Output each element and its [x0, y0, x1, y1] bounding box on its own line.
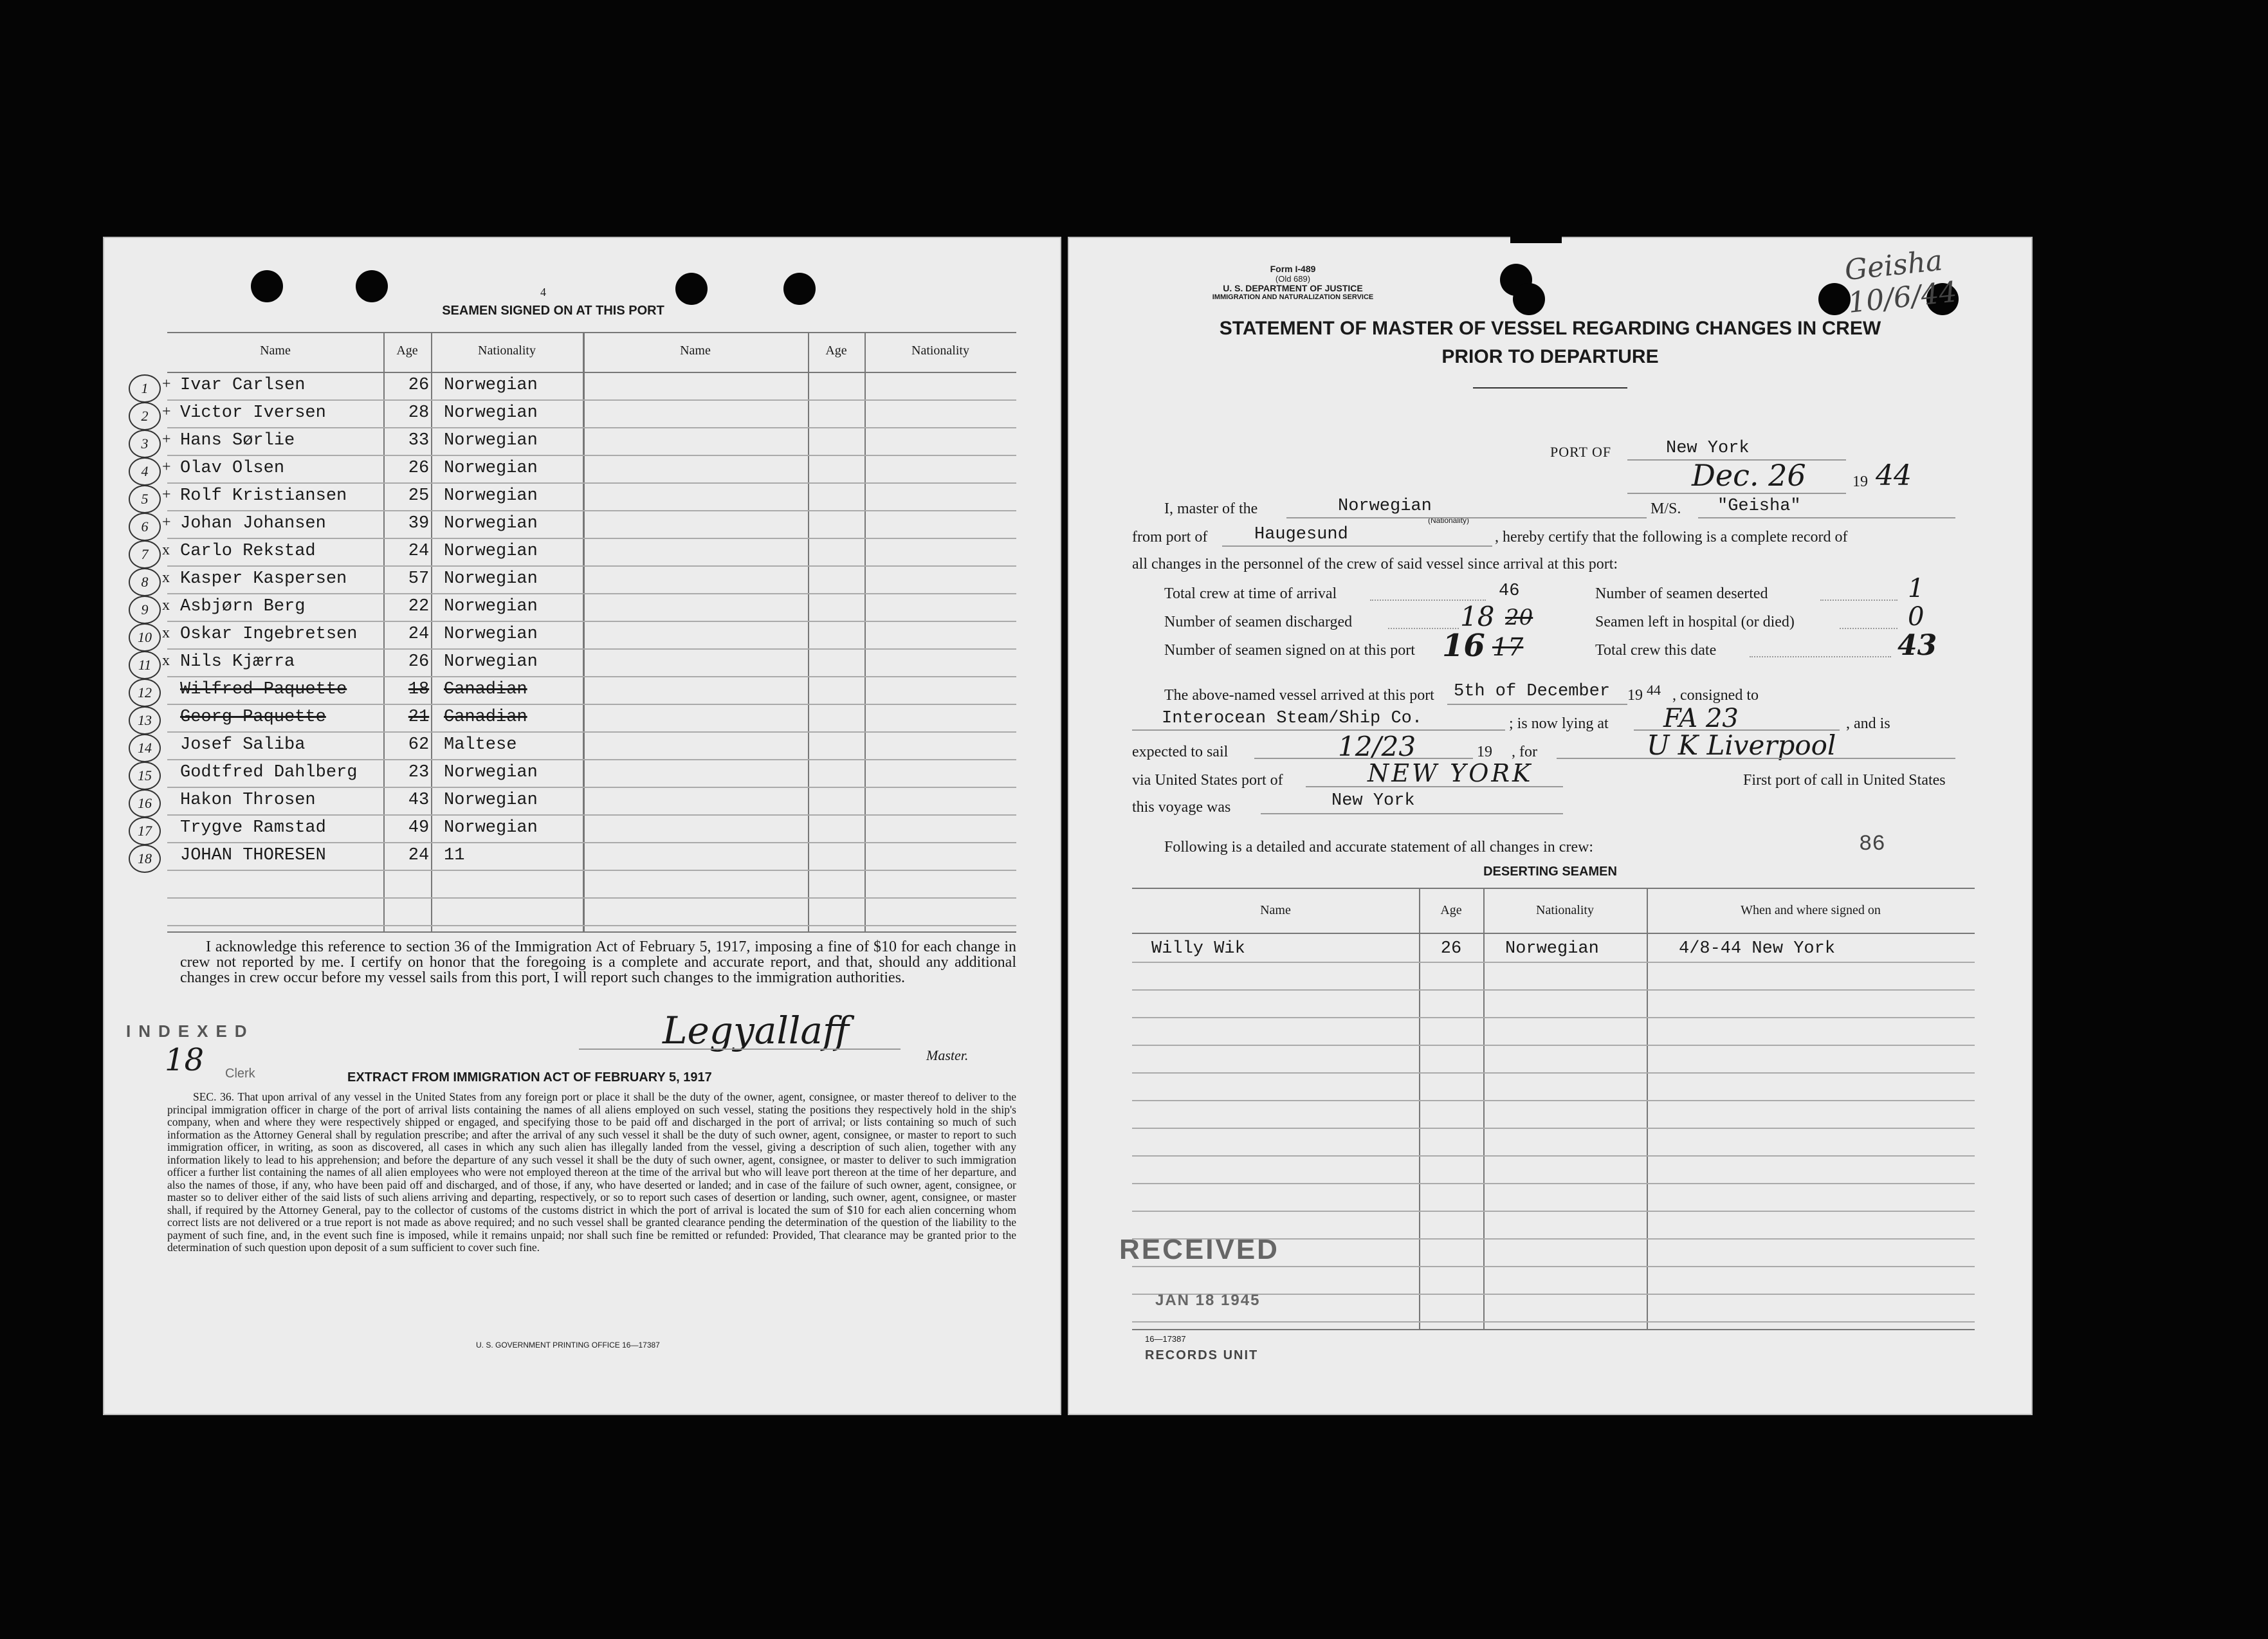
form-number: Form I-489 [1270, 264, 1316, 274]
nationality-value: Norwegian [1338, 497, 1432, 516]
received-date-stamp: JAN 18 1945 [1155, 1292, 1261, 1309]
left-page [103, 237, 1061, 1415]
seaman-row [103, 733, 939, 760]
deserter-name: Willy Wik [1151, 939, 1245, 958]
discharged-label: Number of seamen discharged [1164, 614, 1353, 630]
seaman-name: Olav Olsen [180, 459, 285, 478]
arrived-year-prefix: 19 [1627, 687, 1643, 704]
seaman-mark: x [162, 625, 170, 641]
seaman-number: 6 [129, 513, 161, 541]
vessel-name: "Geisha" [1717, 497, 1801, 516]
dot-leader [1840, 628, 1898, 629]
table-top-border [1132, 888, 1975, 889]
discharged-struck-value: 20 [1505, 605, 1533, 630]
seaman-mark: + [162, 431, 171, 448]
seaman-number: 3 [129, 430, 161, 458]
certify-text: , hereby certify that the following is a complete record of [1495, 529, 1848, 545]
col-header-name: Name [260, 343, 291, 358]
arrived-value: 5th of December [1454, 682, 1611, 701]
seaman-name: Ivar Carlsen [180, 376, 306, 395]
punch-hole [783, 273, 816, 305]
seaman-row [103, 511, 939, 538]
seaman-age: 25 [408, 486, 430, 506]
row-rule [167, 897, 1016, 899]
seaman-name: Nils Kjærra [180, 652, 295, 672]
row-rule [167, 870, 1016, 871]
seaman-mark: + [162, 403, 171, 420]
seaman-number: 14 [129, 734, 161, 762]
seaman-name: Johan Johansen [180, 514, 326, 533]
seaman-name: Hakon Throsen [180, 791, 316, 810]
seaman-row [103, 456, 939, 483]
desert-col-name: Name [1260, 903, 1291, 917]
hospital-label: Seamen left in hospital (or died) [1595, 614, 1795, 630]
right-page [1068, 237, 2033, 1415]
arrived-year: 44 [1647, 682, 1661, 698]
expected-value: 12/23 [1338, 731, 1416, 762]
seaman-number: 2 [129, 402, 161, 430]
seaman-age: 57 [408, 569, 430, 589]
expected-year-prefix: 19 [1477, 744, 1492, 760]
desert-col-signed-on: When and where signed on [1741, 903, 1881, 917]
seaman-age: 26 [408, 652, 430, 672]
consignee-value: Interocean Steam/Ship Co. [1162, 709, 1423, 728]
year-prefix: 19 [1852, 473, 1868, 490]
from-port-value: Haugesund [1254, 525, 1348, 544]
col-header-age: Age [396, 343, 418, 358]
seaman-name: Oskar Ingebretsen [180, 625, 358, 644]
clerk-label: Clerk [225, 1067, 255, 1081]
seaman-number: 15 [129, 762, 161, 790]
deserted-label: Number of seamen deserted [1595, 585, 1768, 602]
torn-corner [1510, 217, 1562, 243]
for-label: , for [1512, 744, 1537, 760]
punch-hole [675, 273, 708, 305]
seaman-nationality: Norwegian [444, 403, 538, 423]
expected-label: expected to sail [1132, 744, 1229, 760]
seaman-row [103, 760, 939, 787]
signed-on-struck-value: 17 [1492, 633, 1524, 661]
col-header-name: Name [680, 343, 711, 358]
form-title-line1: STATEMENT OF MASTER OF VESSEL REGARDING CHANGES IN CREW [1219, 318, 1881, 339]
master-of-label: I, master of the [1164, 500, 1258, 517]
seaman-number: 18 [129, 845, 161, 873]
voyage-value: New York [1331, 791, 1415, 810]
seaman-name: Rolf Kristiansen [180, 486, 347, 506]
total-crew-date-value: 43 [1898, 629, 1937, 662]
seamen-list [103, 373, 1061, 933]
seaman-mark: + [162, 459, 171, 475]
seaman-row [103, 843, 939, 870]
hospital-value: 0 [1908, 602, 1925, 632]
voyage-label: this voyage was [1132, 799, 1231, 816]
seaman-name: Wilfred Paquette [180, 680, 347, 699]
seaman-nationality: Norwegian [444, 597, 538, 616]
punch-hole [251, 270, 283, 302]
first-port-label: First port of call in United States [1743, 772, 1946, 789]
row-rule [1132, 962, 1975, 963]
seaman-nationality: Canadian [444, 680, 527, 699]
acknowledgment-text: I acknowledge this reference to section 36 of the Immigration Act of February 5, 1917, imposing a fine of $10 for each change in crew not reported by me. I certify on honor that the foregoing is a complete and accurate report, and that, should any additional changes in crew occur before my vessel sails from this port, I will report such changes to the immigration authorities. [180, 939, 1016, 986]
seaman-number: 7 [129, 540, 161, 569]
seaman-nationality: Norwegian [444, 542, 538, 561]
seaman-name: Godtfred Dahlberg [180, 763, 358, 782]
desert-col-age: Age [1440, 903, 1462, 917]
total-crew-date-label: Total crew this date [1595, 642, 1717, 659]
department-name: U. S. DEPARTMENT OF JUSTICE [1223, 283, 1363, 293]
deserter-signed-on: 4/8-44 New York [1679, 939, 1836, 958]
extract-title: EXTRACT FROM IMMIGRATION ACT OF FEBRUARY 5, 1917 [347, 1070, 712, 1085]
arrived-label: The above-named vessel arrived at this port [1164, 687, 1434, 704]
seaman-name: Asbjørn Berg [180, 597, 306, 616]
seaman-age: 24 [408, 846, 430, 865]
seaman-nationality: Norwegian [444, 625, 538, 644]
seaman-row [103, 539, 939, 566]
row-rule [1132, 1321, 1975, 1323]
row-rule [1132, 1183, 1975, 1184]
seaman-name: Carlo Rekstad [180, 542, 316, 561]
seaman-row [103, 788, 939, 815]
col-header-nationality: Nationality [478, 343, 536, 358]
seaman-row [103, 594, 939, 621]
field-line [1698, 517, 1955, 518]
desert-col-nationality: Nationality [1536, 903, 1594, 917]
punch-hole [1513, 283, 1545, 315]
seaman-mark: x [162, 652, 170, 669]
seaman-number: 9 [129, 596, 161, 624]
seaman-age: 18 [408, 680, 430, 699]
seaman-nationality: 11 [444, 846, 465, 865]
extract-text: SEC. 36. That upon arrival of any vessel in the United States from any foreign port or place it shall be the duty of the owner, agent, consignee, or master thereof to deliver to the principal immigration officer in charge of the port of arrival lists containing the names of all aliens employed on such vessel, stating the positions they respectively hold in the ship's company, when and where they were respectively shipped or engaged, and specifying those to be paid off and discharged in the port of arrival; or lists containing so much of such information as the Attorney General shall by regulation prescribe; and after the arrival of any such vessel it shall be the duty of such owner, agent, consignee, or master to report to such immigration officer, in writing, as soon as discovered, all cases in which any such alien has illegally landed from the vessel, giving a description of such alien, together with any information likely to lead to his apprehension; and before the departure of any such vessel it shall be the duty of such owner, agent, consignee, or master to deliver to such immigration officer a further list containing the names of all alien employees who were not employed thereon at the time of the arrival but who will leave port thereon at the time of her departure, and also the names of those, if any, who have been paid off and discharged, and of those, if any, who have deserted or landed; and in case of the failure of such owner, agent, consignee, or master so to deliver either of the said lists of such aliens arriving and departing, respectively, or so to report such cases of desertion or landing, such owner, agent, consignee, or master shall, if required by the Attorney General, pay to the collector of customs of the customs district in which the port of arrival is located the sum of $10 for each alien concerning whom correct lists are not delivered or a true report is not made as above required; and no such vessel shall be granted clearance pending the determination of the question of the liability to the payment of such fine, and, in the event such fine is imposed, while it remains unpaid; nor shall such fine be remitted or refunded: Provided, That clearance may be granted prior to the determination of such question upon deposit of a sum sufficient to cover such fine. [167, 1090, 1016, 1254]
seaman-row [103, 650, 939, 677]
deserter-nationality: Norwegian [1505, 939, 1599, 958]
seaman-nationality: Norwegian [444, 569, 538, 589]
from-port-label: from port of [1132, 529, 1208, 545]
lying-label: ; is now lying at [1509, 715, 1609, 732]
seaman-nationality: Maltese [444, 735, 517, 755]
via-value: NEW YORK [1367, 759, 1533, 787]
seaman-nationality: Norwegian [444, 431, 538, 450]
row-rule [1132, 1128, 1975, 1129]
corner-handwritten-note: Geisha 10/6/44 [1843, 244, 1959, 320]
form-code: 16—17387 [1145, 1334, 1186, 1344]
row-rule [1132, 1017, 1975, 1018]
table-top-border [167, 332, 1016, 333]
deserted-value: 1 [1908, 574, 1925, 603]
seaman-number: 17 [129, 817, 161, 845]
seaman-age: 21 [408, 708, 430, 727]
seaman-age: 43 [408, 791, 430, 810]
row-rule [1132, 1100, 1975, 1101]
form-title-line2: PRIOR TO DEPARTURE [1441, 346, 1659, 367]
seaman-mark: + [162, 376, 171, 392]
field-line [1132, 729, 1505, 731]
seaman-age: 24 [408, 542, 430, 561]
indexed-stamp: INDEXED [126, 1021, 255, 1041]
seaman-nationality: Norwegian [444, 763, 538, 782]
old-form-number: (Old 689) [1275, 274, 1311, 284]
seaman-nationality: Norwegian [444, 791, 538, 810]
seaman-nationality: Norwegian [444, 376, 538, 395]
seaman-name: JOHAN THORESEN [180, 846, 326, 865]
signed-on-value: 16 [1442, 628, 1485, 664]
table-bottom-border [1132, 1329, 1975, 1330]
seaman-mark: x [162, 569, 170, 586]
row-rule [167, 925, 1016, 926]
seaman-age: 28 [408, 403, 430, 423]
certify-text-2: all changes in the personnel of the crew of said vessel since arrival at this port: [1132, 556, 1618, 572]
dot-leader [1750, 656, 1891, 657]
field-line [1557, 758, 1955, 759]
dot-leader [1820, 600, 1898, 601]
received-stamp: RECEIVED [1119, 1234, 1279, 1265]
service-name: IMMIGRATION AND NATURALIZATION SERVICE [1212, 293, 1374, 301]
seaman-age: 23 [408, 763, 430, 782]
punch-hole [356, 270, 388, 302]
seaman-name: Josef Saliba [180, 735, 306, 755]
field-line [1447, 704, 1627, 705]
vessel-type: M/S. [1651, 500, 1681, 517]
seaman-age: 26 [408, 376, 430, 395]
destination-value: U K Liverpool [1647, 729, 1836, 761]
seaman-number: 11 [129, 651, 161, 679]
seaman-name: Trygve Ramstad [180, 818, 326, 838]
consigned-label: , consigned to [1672, 687, 1759, 704]
total-crew-arrival-value: 46 [1499, 581, 1520, 601]
seaman-nationality: Norwegian [444, 818, 538, 838]
date-value: Dec. 26 [1692, 458, 1806, 493]
row-rule [1132, 1072, 1975, 1074]
seaman-mark: + [162, 486, 171, 503]
seaman-row [103, 428, 939, 455]
port-value: New York [1666, 439, 1750, 458]
field-line [1222, 545, 1492, 547]
seaman-number: 8 [129, 568, 161, 596]
punch-hole [1818, 283, 1851, 315]
seaman-age: 39 [408, 514, 430, 533]
seaman-row [103, 567, 939, 594]
field-line [1261, 813, 1563, 814]
seaman-nationality: Norwegian [444, 486, 538, 506]
master-signature: Legyallaff [663, 1009, 850, 1052]
printing-office: U. S. GOVERNMENT PRINTING OFFICE 16—17387 [476, 1341, 660, 1350]
row-rule [1132, 1045, 1975, 1046]
col-header-nationality: Nationality [911, 343, 969, 358]
signature-line [579, 1048, 901, 1050]
seaman-number: 13 [129, 706, 161, 735]
seaman-nationality: Canadian [444, 708, 527, 727]
seaman-row [103, 373, 939, 400]
seaman-age: 49 [408, 818, 430, 838]
seaman-row [103, 622, 939, 649]
port-of-label: PORT OF [1550, 444, 1612, 460]
seaman-number: 10 [129, 623, 161, 652]
field-line [1286, 517, 1647, 518]
seaman-row [103, 705, 939, 732]
master-label: Master. [926, 1047, 969, 1063]
seaman-name: Victor Iversen [180, 403, 326, 423]
seaman-number: 16 [129, 789, 161, 818]
title-underline [1473, 387, 1627, 389]
field-line [1627, 493, 1846, 494]
seaman-nationality: Norwegian [444, 459, 538, 478]
seaman-age: 24 [408, 625, 430, 644]
seaman-age: 22 [408, 597, 430, 616]
seaman-row [103, 677, 939, 704]
seaman-number: 1 [129, 374, 161, 403]
row-rule [1132, 1266, 1975, 1267]
row-rule [1132, 989, 1975, 991]
page-number: 4 [540, 286, 546, 298]
seaman-age: 33 [408, 431, 430, 450]
seaman-name: Kasper Kaspersen [180, 569, 347, 589]
deserter-age: 26 [1440, 939, 1462, 958]
seaman-mark: + [162, 514, 171, 531]
seaman-nationality: Norwegian [444, 652, 538, 672]
col-header-age: Age [825, 343, 847, 358]
signed-on-label: Number of seamen signed on at this port [1164, 642, 1415, 659]
seaman-mark: x [162, 542, 170, 558]
page-code: 86 [1859, 832, 1885, 857]
seaman-row [103, 816, 939, 843]
row-rule [1132, 1155, 1975, 1157]
total-crew-arrival-label: Total crew at time of arrival [1164, 585, 1337, 602]
clerk-number: 18 [165, 1042, 205, 1078]
seaman-mark: x [162, 597, 170, 614]
seaman-row [103, 484, 939, 511]
field-line [1306, 786, 1563, 787]
discharged-value: 18 [1460, 601, 1495, 632]
seaman-name: Hans Sørlie [180, 431, 295, 450]
seaman-number: 12 [129, 679, 161, 707]
nationality-caption: (Nationality) [1428, 516, 1470, 525]
year-value: 44 [1876, 459, 1912, 492]
seaman-age: 26 [408, 459, 430, 478]
seaman-name: Georg Paquette [180, 708, 326, 727]
seamen-signed-heading: SEAMEN SIGNED ON AT THIS PORT [442, 304, 664, 318]
seaman-row [103, 401, 939, 428]
deserters-list [1068, 934, 2033, 1329]
records-unit-stamp: RECORDS UNIT [1145, 1348, 1259, 1362]
deserting-heading: DESERTING SEAMEN [1483, 865, 1617, 879]
seaman-number: 5 [129, 485, 161, 513]
via-label: via United States port of [1132, 772, 1283, 789]
seaman-age: 62 [408, 735, 430, 755]
following-label: Following is a detailed and accurate statement of all changes in crew: [1164, 839, 1594, 856]
row-rule [1132, 1211, 1975, 1212]
and-is-label: , and is [1846, 715, 1890, 732]
lying-value: FA 23 [1663, 704, 1739, 733]
seaman-nationality: Norwegian [444, 514, 538, 533]
seaman-number: 4 [129, 457, 161, 486]
